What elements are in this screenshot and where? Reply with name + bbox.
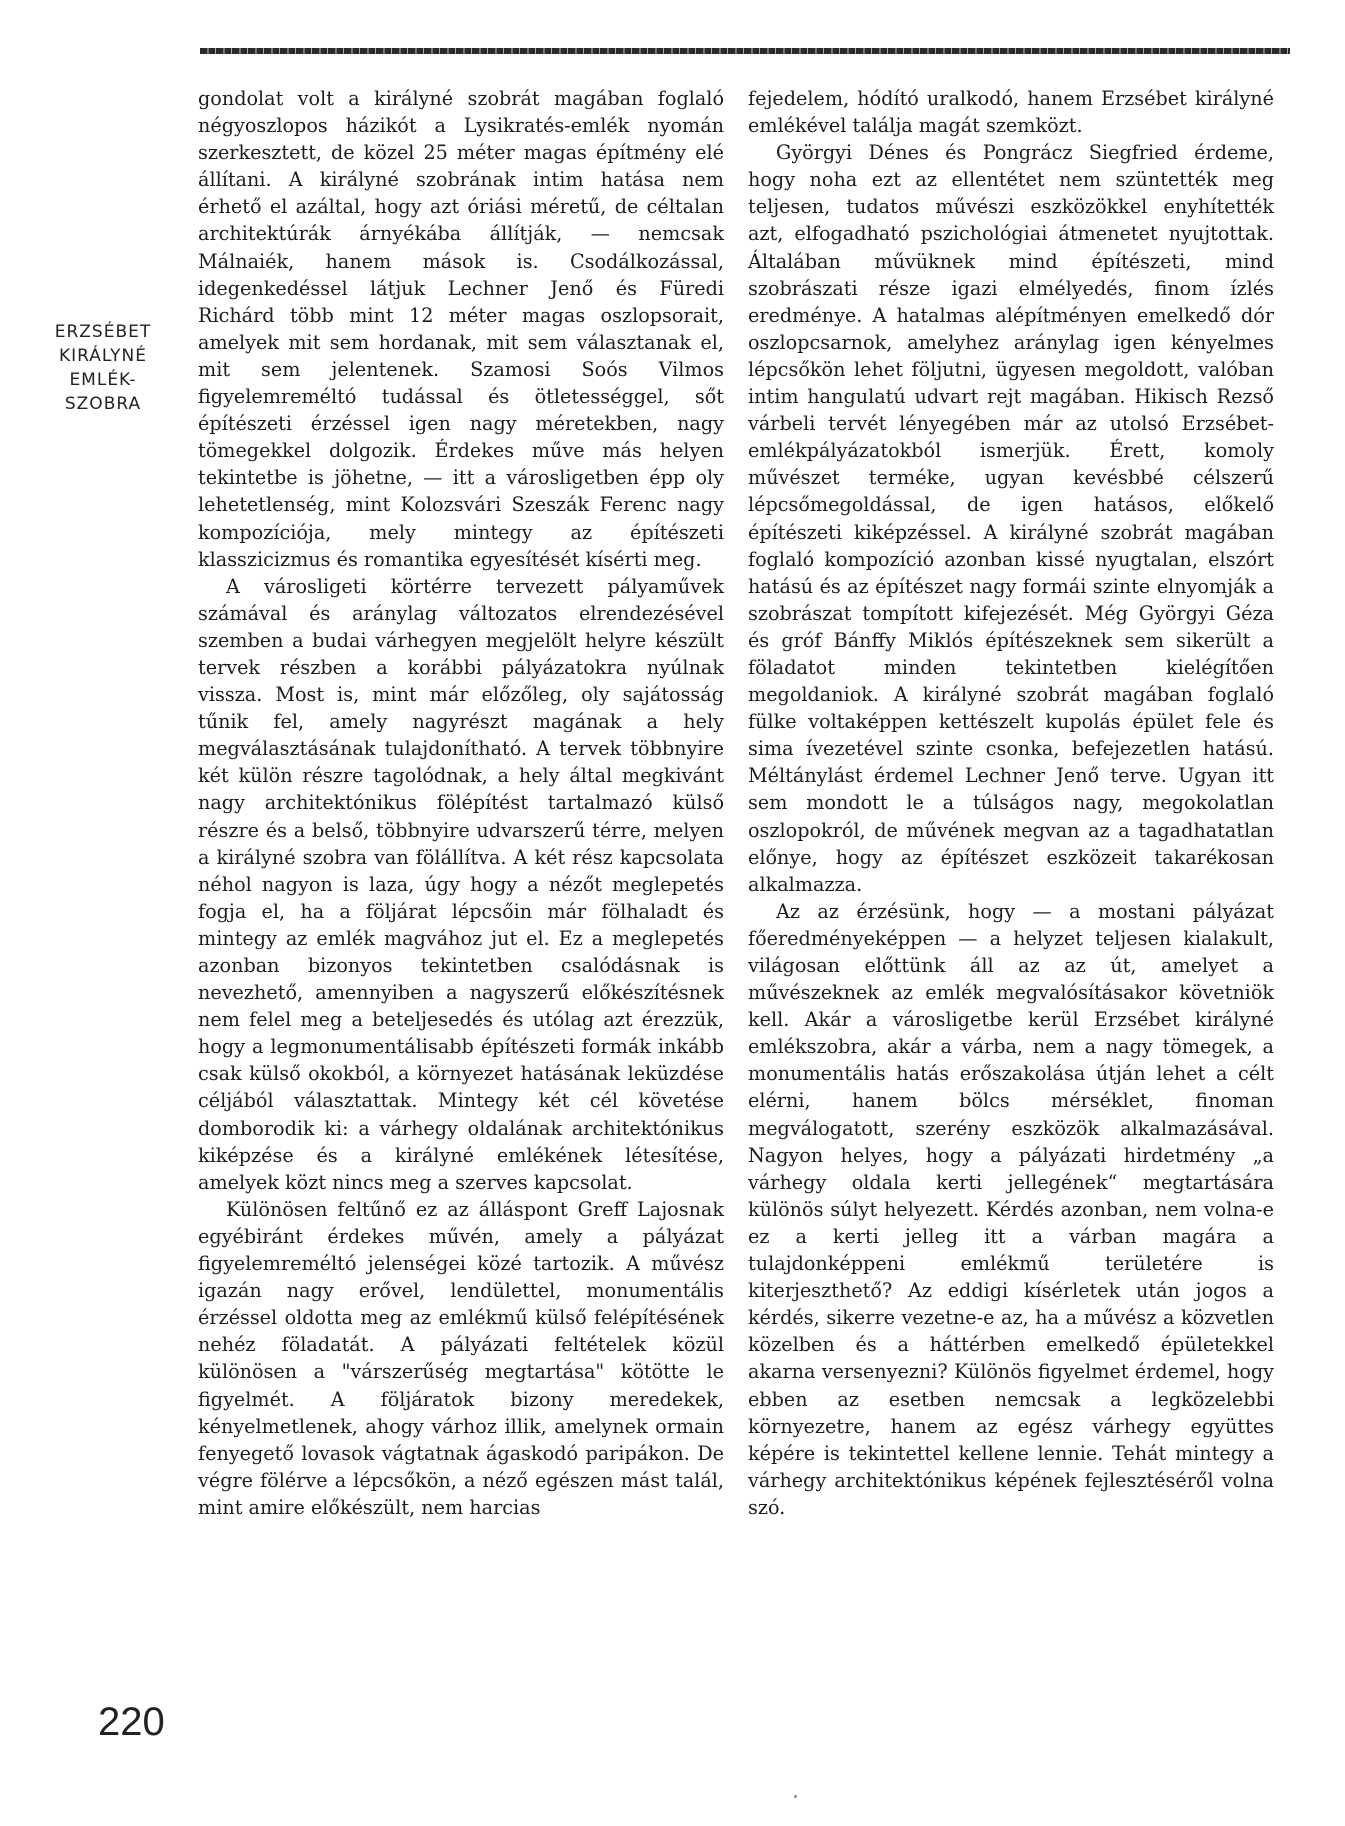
- decorative-top-rule: [200, 48, 1290, 54]
- paragraph: Györgyi Dénes és Pongrácz Siegfried érdeme, hogy noha ezt az ellentétet nem szüntették meg teljesen, tudatos művészi eszközökkel enyhítették azt, elfogadható pszichológiai átmenetet nyujtottak. Általában művüknek mind építészeti, mind szobrászati része igazi elmélyedés, finom ízlés eredménye. A hatalmas alépítményen emelkedő dór oszlopcsarnok, amelyhez aránylag igen kényelmes lépcsőkön lehet följutni, ügyesen megoldott, valóban intim hangulatú udvart rejt magában. Hikisch Rezső várbeli tervét lényegében már az utolsó Erzsébet-emlékpályázatokból ismerjük. Érett, komoly művészet terméke, ugyan kevésbbé célszerű lépcsőmegoldással, de igen hatásos, előkelő építészeti kiképzéssel. A királyné szobrát magában foglaló kompozíció azonban kissé nyugtalan, elszórt hatású és az építészet nagy formái szinte elnyomják a szobrászat tompított kifejezését. Még Györgyi Géza és gróf Bánffy Miklós építészeknek sem sikerült a föladatot minden tekintetben kielégítően megoldaniok. A királyné szobrát magában foglaló fülke voltaképpen kettészelt kupolás épület fele és sima ívezetével szinte csonka, befejezetlen hatású. Méltánylást érdemel Lechner Jenő terve. Ugyan itt sem mondott le a túlságos nagy, megokolatlan oszlopokról, de művének megvan az a tagadhatatlan előnye, hogy az építészet eszközeit takarékosan alkalmazza.: [748, 141, 1274, 896]
- paragraph: Az az érzésünk, hogy — a mostani pályázat főeredményeképpen — a helyzet teljesen kialakult, világosan előttünk áll az az út, amelyet a művészeknek az emlék megvalósításakor követniök kell. Akár a városligetbe kerül Erzsébet királyné emlékszobra, akár a várba, nem a nagy tömegek, a monumentális hatás erőszakolása útján lehet a célt elérni, hanem bölcs mérséklet, finoman megválogatott, szerény eszközök alkalmazásával. Nagyon helyes, hogy a pályázati hirdetmény „a várhegy oldala kerti jellegének“ megtartására különös súlyt helyezett. Kérdés azonban, nem volna-e ez a kerti jelleg itt a várban magára a tulajdonképpeni emlékmű területére is kiterjeszthető? Az eddigi kísérletek után jogos a kérdés, sikerre vezetne-e az, ha a művész a közvetlen közelben és a háttérben emelkedő épületekkel akarna versenyezni? Különös figyelmet érdemel, hogy ebben az esetben nemcsak a legközelebbi környezetre, hanem az egész várhegy együttes képére is tekintettel kellene lennie. Tehát mintegy a várhegy architektónikus képének fejlesztéséről volna szó.: [748, 899, 1274, 1519]
- paragraph: Különösen feltűnő ez az álláspont Greff Lajosnak egyébiránt érdekes művén, amely a pályázat figyelemreméltó jelenségei közé tartozik. A művész igazán nagy erővel, lendülettel, monumentális érzéssel oldotta meg az emlékmű külső felépítésének nehéz föladatát. A pályázati feltételek közül különösen a "várszerűség megtartása" kötötte le figyelmét. A följáratok bizony meredekek, kényelmetlenek, ahogy várhoz illik, amelynek ormain fenyegető lovasok vágtatnak ágaskodó paripákon. De végre fölérve a lépcsőkön, a néző egészen mást talál, mint amire előkészült, nem harcias: [198, 1197, 724, 1519]
- paragraph: fejedelem, hódító uralkodó, hanem Erzsébet királyné emlékével találja magát szemközt.: [748, 87, 1274, 138]
- margin-note-line: KIRÁLYNÉ: [59, 346, 147, 366]
- margin-note: [28, 320, 178, 416]
- speck: [794, 1795, 797, 1798]
- margin-note-line: EMLÉK-: [69, 370, 137, 390]
- paragraph: A városligeti körtérre tervezett pályaművek számával és aránylag változatos elrendezésével szemben a budai várhegyen megjelölt helyre készült tervek részben a korábbi pályázatokra nyúlnak vissza. Most is, mint már előzőleg, oly sajátosság tűnik fel, amely nagyrészt magának a hely megválasztásának tulajdonítható. A tervek többnyire két külön részre tagolódnak, a hely által megkivánt nagy architektónikus fölépítést tartalmazó külső részre és a belső, többnyire udvarszerű térre, melyen a királyné szobra van fölállítva. A két rész kapcsolata néhol nagyon is laza, úgy hogy a nézőt meglepetés fogja el, ha a följárat lépcsőin már fölhaladt és mintegy az emlék magvához jut el. Ez a meglepetés azonban bizonyos tekintetben csalódásnak is nevezhető, amennyiben a nagyszerű előkészítésnek nem felel meg a beteljesedés és utólag azt érezzük, hogy a legmonumentálisabb építészeti formák inkább csak külső okokból, a környezet hatásának leküzdése céljából választattak. Mintegy két cél követése domborodik ki: a várhegy oldalának architektónikus kiképzése és a királyné emlékének létesítése, amelyek közt nincs meg a szerves kapcsolat.: [198, 574, 724, 1194]
- margin-note-line: ERZSÉBET: [54, 322, 152, 342]
- text-column-right: [748, 85, 1274, 1521]
- margin-note-line: SZOBRA: [64, 394, 142, 414]
- page-number: 220: [98, 1700, 165, 1744]
- paragraph: gondolat volt a királyné szobrát magában foglaló négyoszlopos házikót a Lysikratés-emlék nyomán szerkesztett, de közel 25 méter magas építmény elé állítani. A királyné szobrának intim hatása nem érhető el azáltal, hogy azt óriási méretű, de céltalan architektúrák árnyékába állítják, — nemcsak Málnaiék, hanem mások is. Csodálkozással, idegenkedéssel látjuk Lechner Jenő és Füredi Richárd több mint 12 méter magas oszlopsorait, amelyek mit sem hordanak, mit sem választanak el, mit sem jelentenek. Szamosi Soós Vilmos figyelemreméltó tudással és ötletességgel, sőt építészeti érzéssel igen nagy méretekben, nagy tömegekkel dolgozik. Érdekes műve más helyen tekintetbe is jöhetne, — itt a városligetben épp oly lehetetlenség, mint Kolozsvári Szeszák Ferenc nagy kompozíciója, mely mintegy az építészeti klasszicizmus és romantika egyesítését kísérti meg.: [198, 87, 724, 571]
- text-column-left: [198, 85, 724, 1521]
